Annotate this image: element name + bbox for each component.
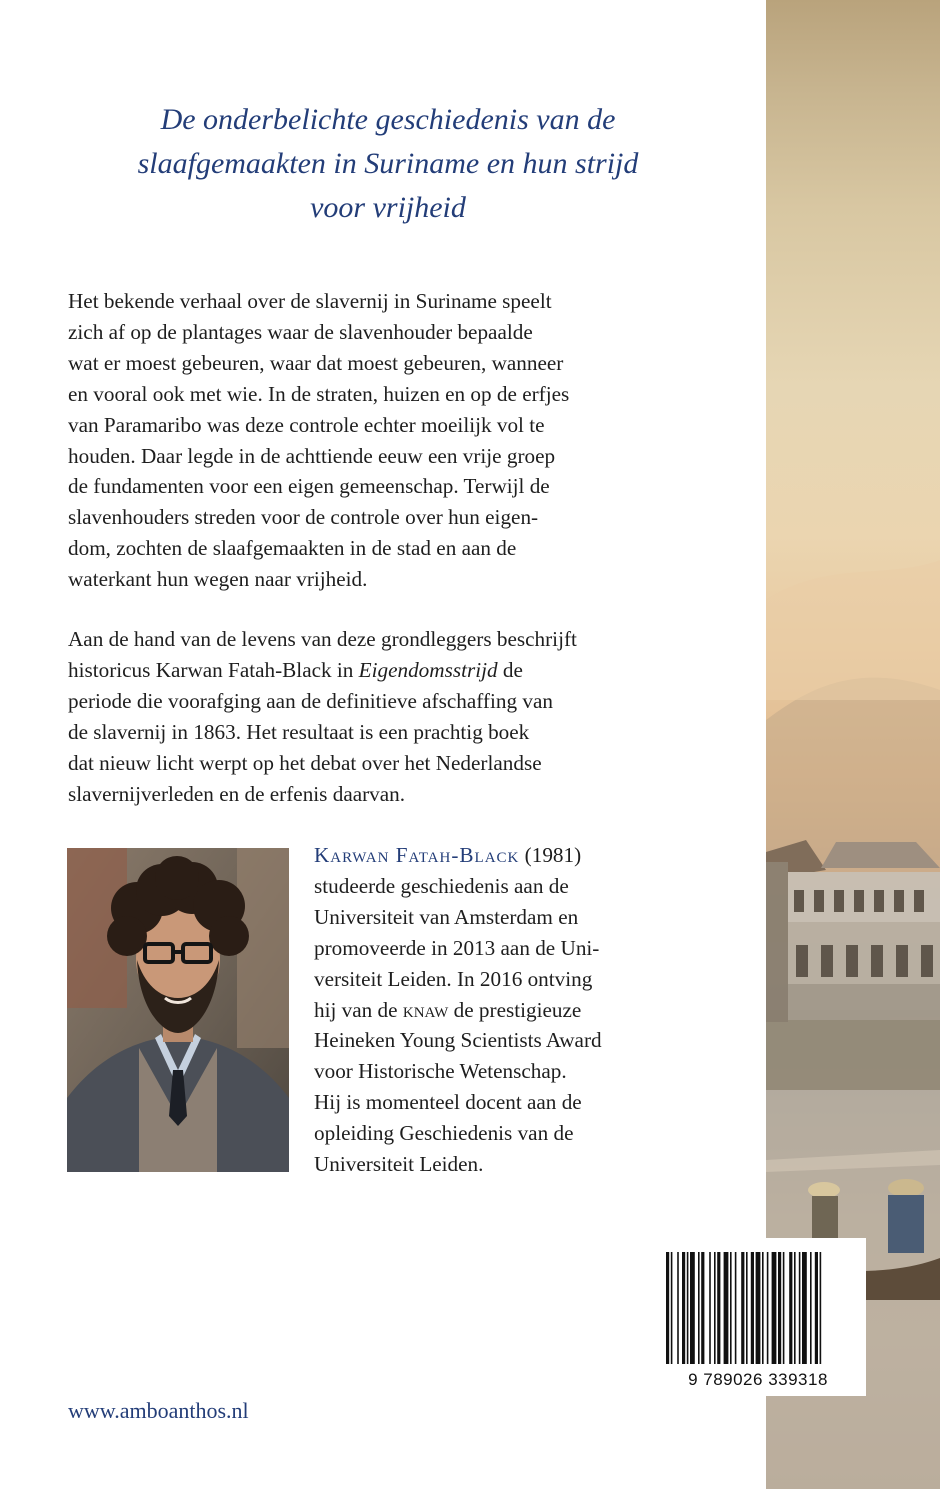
- barcode-bar: [698, 1252, 700, 1364]
- barcode-bar: [714, 1252, 716, 1364]
- paragraph-2-rest: de periode die voorafging aan de definitieve afschaffing van de slavernij in 1863. Het resultaat is een prachtig boek dat nieuw licht werpt op het debat over het Nederlandse slavernijverleden en de erfenis daarvan.: [68, 657, 553, 806]
- book-title: Eigendomsstrijd: [358, 657, 498, 682]
- bio-line: Universiteit van Amsterdam en: [314, 904, 579, 929]
- bio-line: versiteit Leiden. In 2016 ontving: [314, 966, 593, 991]
- barcode-bar: [701, 1252, 704, 1364]
- barcode-bar: [690, 1252, 695, 1364]
- barcode-bar: [789, 1252, 792, 1364]
- barcode-bar: [682, 1252, 685, 1364]
- author-name: Karwan Fatah-Black: [314, 843, 520, 867]
- barcode-bar: [820, 1252, 822, 1364]
- bio-line: opleiding Geschiedenis van de: [314, 1121, 574, 1146]
- barcode-bar: [746, 1252, 748, 1364]
- barcode-bar: [677, 1252, 679, 1364]
- isbn-number: 9 789026 339318: [688, 1370, 828, 1389]
- barcode-bar: [783, 1252, 785, 1364]
- barcode-bar: [802, 1252, 807, 1364]
- barcode-bar: [815, 1252, 818, 1364]
- bio-line-knaw: [314, 995, 734, 1026]
- blurb-paragraph-2: [68, 624, 708, 809]
- barcode-bar: [724, 1252, 729, 1364]
- bio-knaw-before: hij van de: [314, 997, 403, 1022]
- bio-line: studeerde geschiedenis aan de: [314, 873, 569, 898]
- author-photo: [67, 848, 289, 1172]
- colonial-building: [766, 840, 940, 1022]
- bio-line: voor Historische Wetenschap.: [314, 1059, 567, 1084]
- bio-line: promoveerde in 2013 aan de Uni-: [314, 935, 600, 960]
- barcode-bar: [762, 1252, 764, 1364]
- barcode-bar: [741, 1252, 744, 1364]
- paragraph-2-intro: Aan de hand van de levens van deze grondleggers beschrijft historicus Karwan Fatah-Black in: [68, 627, 577, 682]
- knaw-abbreviation: knaw: [402, 997, 449, 1022]
- barcode-bar: [772, 1252, 777, 1364]
- blurb-paragraph-1: Het bekende verhaal over de slavernij in Suriname speelt zich af op de plantages waar de slavenhouder bepaalde wat er moest gebeuren, waar dat moest gebeuren, wanneer en vooral ook met wie. In de straten, huizen en op de erfjes van Paramaribo was deze controle echter moeilijk vol te houden. Daar legde in de achttiende eeuw een vrije groep de fundamenten voor een eigen gemeenschap. Terwijl de slavenhouders streden voor de controle over hun eigen- dom, zochten de slaafgemaakten in de stad en aan de waterkant hun wegen naar vrijheid.: [68, 289, 570, 592]
- barcode-bar: [671, 1252, 673, 1364]
- author-heading-line: [314, 840, 734, 871]
- barcode-bar: [794, 1252, 796, 1364]
- author-birth-year: (1981): [524, 843, 582, 867]
- barcode-bar: [709, 1252, 711, 1364]
- author-bio: [314, 840, 734, 1180]
- barcode-bar: [767, 1252, 769, 1364]
- bio-line: Hij is momenteel docent aan de: [314, 1090, 582, 1115]
- cover-tagline: De onderbelichte geschiedenis van de slaafgemaakten in Suriname en hun strijd voor vrijheid: [137, 103, 639, 224]
- barcode-bar: [735, 1252, 737, 1364]
- author-portrait-image: [67, 848, 289, 1172]
- bio-line: Universiteit Leiden.: [314, 1152, 484, 1177]
- barcode-bars: [656, 1238, 866, 1368]
- barcode-bar: [799, 1252, 801, 1364]
- barcode-bar: [810, 1252, 812, 1364]
- bio-line: Heineken Young Scientists Award: [314, 1028, 602, 1053]
- barcode-bar: [666, 1252, 669, 1364]
- publisher-website-link[interactable]: www.amboanthos.nl: [68, 1398, 249, 1423]
- bio-knaw-after: de prestigieuze: [448, 997, 582, 1022]
- barcode-bar: [730, 1252, 732, 1364]
- barcode-bar: [687, 1252, 689, 1364]
- barcode-bar: [751, 1252, 754, 1364]
- barcode-bar: [717, 1252, 720, 1364]
- barcode-bar: [756, 1252, 761, 1364]
- barcode-bar: [778, 1252, 781, 1364]
